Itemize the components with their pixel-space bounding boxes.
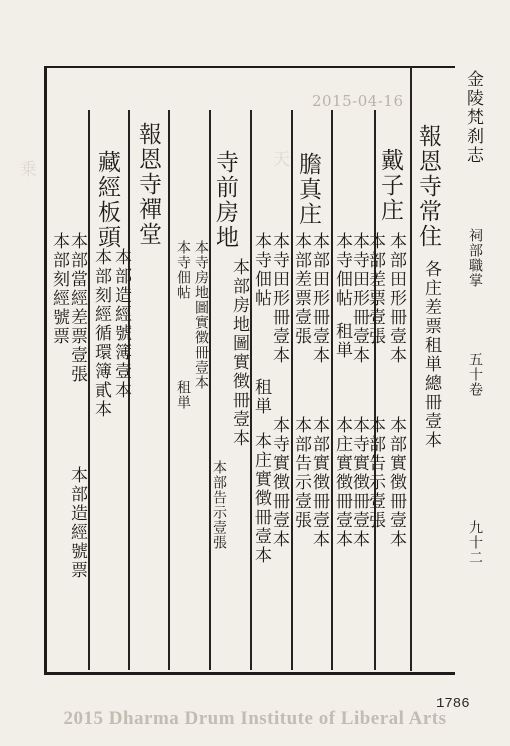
margin-volume: 五十卷 <box>467 352 483 397</box>
column-rule <box>168 110 170 670</box>
column-rule <box>88 110 90 670</box>
column-text: 本部造經號簿壹本 <box>111 248 131 400</box>
column-text: 本部實徴冊壹本 <box>309 416 329 549</box>
column-text: 本部告示壹張 <box>365 416 385 530</box>
section-title-baoen-temple: 報恩寺常住 <box>415 124 441 249</box>
column-rule <box>209 110 211 670</box>
column-text: 本寺佃帖 <box>251 232 271 308</box>
column-text: 租単 <box>175 380 191 410</box>
column-text: 本寺田形冊壹本 <box>349 232 369 365</box>
scan-date-stamp: 2015-04-16 <box>312 92 404 110</box>
column-text: 本部當經差票壹張 <box>67 232 87 384</box>
column-text: 租単 <box>332 322 352 360</box>
bleed-through-text: 天 <box>269 150 289 167</box>
section-title-sutra-blocks: 藏經板頭 <box>94 150 120 250</box>
column-text: 本部差票壹張 <box>291 232 311 346</box>
column-text: 本庄實徴冊壹本 <box>251 432 271 565</box>
column-text: 本部造經號票 <box>67 466 87 580</box>
column-text: 本部差票壹張 <box>365 232 385 346</box>
margin-leaf-number: 九十二 <box>467 520 483 565</box>
column-text: 本寺佃帖 <box>332 232 352 308</box>
column-text: 本部刻經循環簿貳本 <box>91 248 111 419</box>
column-text: 本部房地圖實徴冊壹本 <box>229 258 249 448</box>
estate-title-danzhen: 膽真庄 <box>295 152 321 227</box>
column-text: 本庄實徴冊壹本 <box>332 416 352 549</box>
column-text: 本部田形冊壹本 <box>386 232 406 365</box>
page-number: 1786 <box>436 696 470 712</box>
column-text: 本部田形冊壹本 <box>309 232 329 365</box>
bleed-through-text: 乗 <box>16 160 36 177</box>
section-title-temple-front-land: 寺前房地 <box>212 150 238 250</box>
column-text: 本部刻經號票 <box>49 232 69 346</box>
column-text: 本寺房地圖實徴冊壹本 <box>193 240 209 390</box>
column-rule <box>291 110 293 670</box>
column-text: 本寺佃帖 <box>175 240 191 300</box>
margin-book-title: 金陵梵刹志 <box>463 70 483 165</box>
column-text: 本部實徴冊壹本 <box>386 416 406 549</box>
institution-watermark: 2015 Dharma Drum Institute of Liberal Arts <box>63 708 447 729</box>
estate-title-daizi: 戴子庄 <box>377 148 403 223</box>
column-text: 租単 <box>251 378 271 416</box>
column-rule <box>331 110 333 670</box>
column-text: 本寺實徴冊壹本 <box>349 416 369 549</box>
margin-volume-note: 祠部職掌 <box>467 228 483 288</box>
column-text: 本寺田形冊壹本 <box>269 232 289 365</box>
column-rule <box>374 110 376 670</box>
column-text: 本部告示壹張 <box>291 416 311 530</box>
column-text: 本寺實徴冊壹本 <box>269 416 289 549</box>
column-text: 本部告示壹張 <box>211 460 227 550</box>
column-rule <box>410 66 412 671</box>
column-text: 各庄差票租単總冊壹本 <box>421 260 441 450</box>
section-title-baoen-chan-hall: 報恩寺禪堂 <box>135 122 161 247</box>
